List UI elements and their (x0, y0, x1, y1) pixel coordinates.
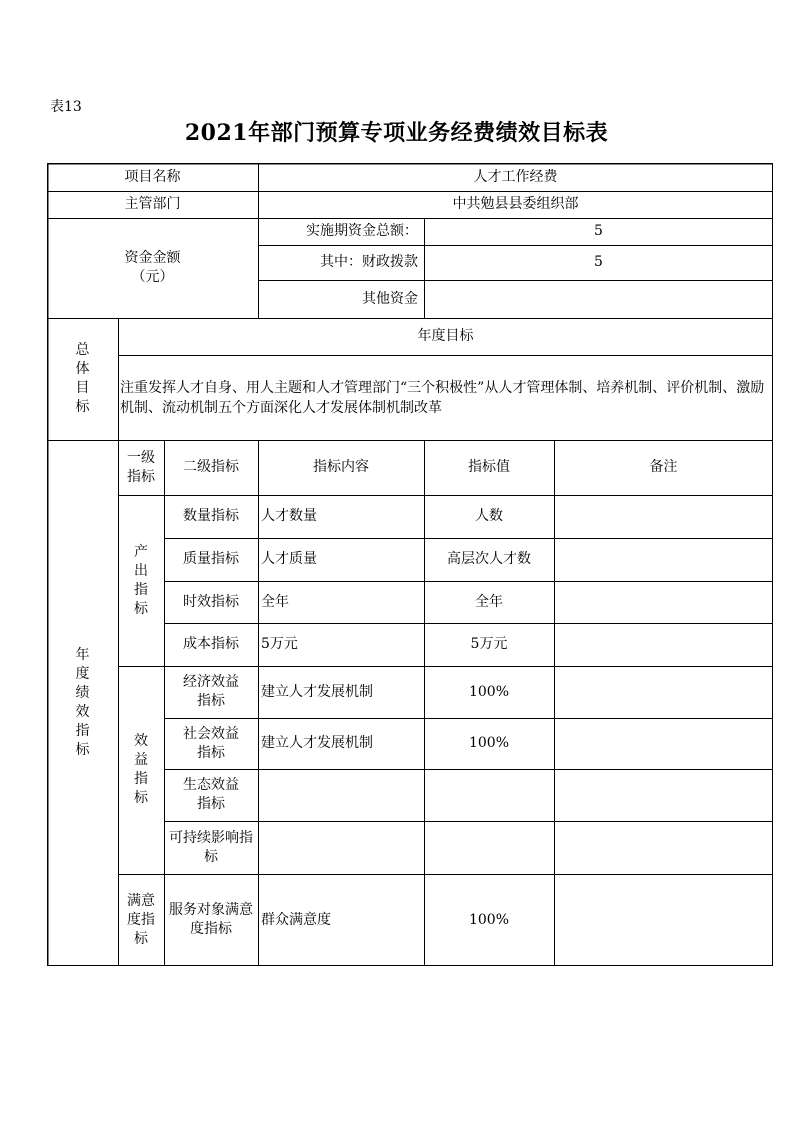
level2-indicator-cell (164, 874, 258, 966)
benefit-indicators-label: 效益指标 (134, 733, 148, 806)
level2-indicator-cell (164, 821, 258, 874)
overall-target-label-cell (47, 318, 118, 440)
fiscal-allocation-value: 5 (594, 254, 603, 270)
indicator-note (554, 623, 773, 666)
project-name-value: 人才工作经费 (473, 168, 558, 185)
annual-performance-label-cell (47, 440, 118, 966)
indicator-value: 5万元 (470, 636, 508, 652)
annual-target-text: 注重发挥人才自身、用人主题和人才管理部门“三个积极性”从人才管理体制、培养机制、评价机制、激励机制、流动机制五个方面深化人才发展体制机制改革 (120, 379, 765, 416)
other-funds-label: 其他资金 (362, 290, 418, 307)
benefit-group-cell (118, 666, 164, 874)
indicator-content: 群众满意度 (261, 911, 331, 928)
level2-indicator-cell (164, 666, 258, 718)
indicator-value: 100% (468, 735, 510, 751)
indicator-value: 100% (468, 911, 510, 928)
level2-indicator-cell (164, 718, 258, 769)
indicator-content: 人才质量 (261, 551, 317, 567)
indicator-note (554, 581, 773, 623)
indicator-value: 高层次人才数 (447, 551, 531, 567)
level2-indicator-cell (164, 769, 258, 821)
header-level1: 一级指标 (127, 449, 155, 485)
satisfaction-indicators-label: 满意度指标 (127, 892, 155, 947)
total-funds-value: 5 (594, 223, 603, 239)
header-level1-cell (118, 440, 164, 495)
indicator-content: 全年 (261, 593, 289, 610)
annual-target-header: 年度目标 (417, 328, 474, 344)
annual-performance-label: 年度绩效指标 (75, 647, 90, 758)
total-funds-label: 实施期资金总额： (306, 223, 418, 239)
fund-amount-unit: （元） (131, 269, 174, 285)
indicator-note (554, 718, 773, 769)
department-value: 中共勉县县委组织部 (452, 196, 579, 212)
level2-indicator: 质量指标 (183, 551, 239, 567)
output-group-cell (118, 495, 164, 666)
indicator-content: 人才数量 (261, 508, 317, 524)
indicator-content (258, 769, 424, 821)
indicator-value: 全年 (475, 593, 503, 610)
level2-indicator: 成本指标 (183, 636, 239, 652)
level2-indicator: 服务对象满意度指标 (169, 902, 253, 937)
header-level2: 二级指标 (183, 459, 239, 475)
level2-indicator: 经济效益指标 (183, 674, 239, 709)
fiscal-allocation-label: 其中：财政拨款 (320, 254, 418, 270)
indicator-content: 建立人才发展机制 (261, 683, 373, 700)
overall-target-label: 总体目标 (75, 342, 90, 415)
indicator-note (554, 538, 773, 581)
header-note: 备注 (649, 459, 678, 475)
indicator-value (424, 821, 554, 874)
indicator-note (554, 666, 773, 718)
indicator-content: 建立人才发展机制 (261, 735, 373, 751)
indicator-note (554, 821, 773, 874)
indicator-content (258, 821, 424, 874)
project-name-label: 项目名称 (124, 168, 181, 185)
indicator-value: 100% (468, 683, 510, 700)
indicator-note (554, 495, 773, 538)
indicator-content: 5万元 (261, 636, 298, 652)
level2-indicator: 数量指标 (183, 508, 239, 524)
output-indicators-label: 产出指标 (134, 543, 148, 617)
performance-target-table (47, 163, 773, 966)
indicator-note (554, 769, 773, 821)
table-number-label: 表13 (50, 99, 82, 115)
other-funds-value (424, 280, 773, 318)
level2-indicator: 生态效益指标 (183, 777, 239, 812)
document-title: 2021年部门预算专项业务经费绩效目标表 (184, 120, 609, 146)
fund-amount-label-cell (47, 218, 258, 318)
level2-indicator: 社会效益指标 (183, 725, 239, 761)
level2-indicator: 时效指标 (183, 593, 239, 610)
header-value: 指标值 (468, 459, 510, 475)
level2-indicator: 可持续影响指标 (169, 829, 253, 865)
indicator-value: 人数 (475, 508, 503, 524)
indicator-note (554, 874, 773, 966)
fund-amount-label: 资金金额 (124, 250, 181, 266)
header-content: 指标内容 (313, 459, 369, 475)
indicator-value (424, 769, 554, 821)
department-label: 主管部门 (124, 196, 181, 212)
satisfaction-group-cell (118, 874, 164, 966)
